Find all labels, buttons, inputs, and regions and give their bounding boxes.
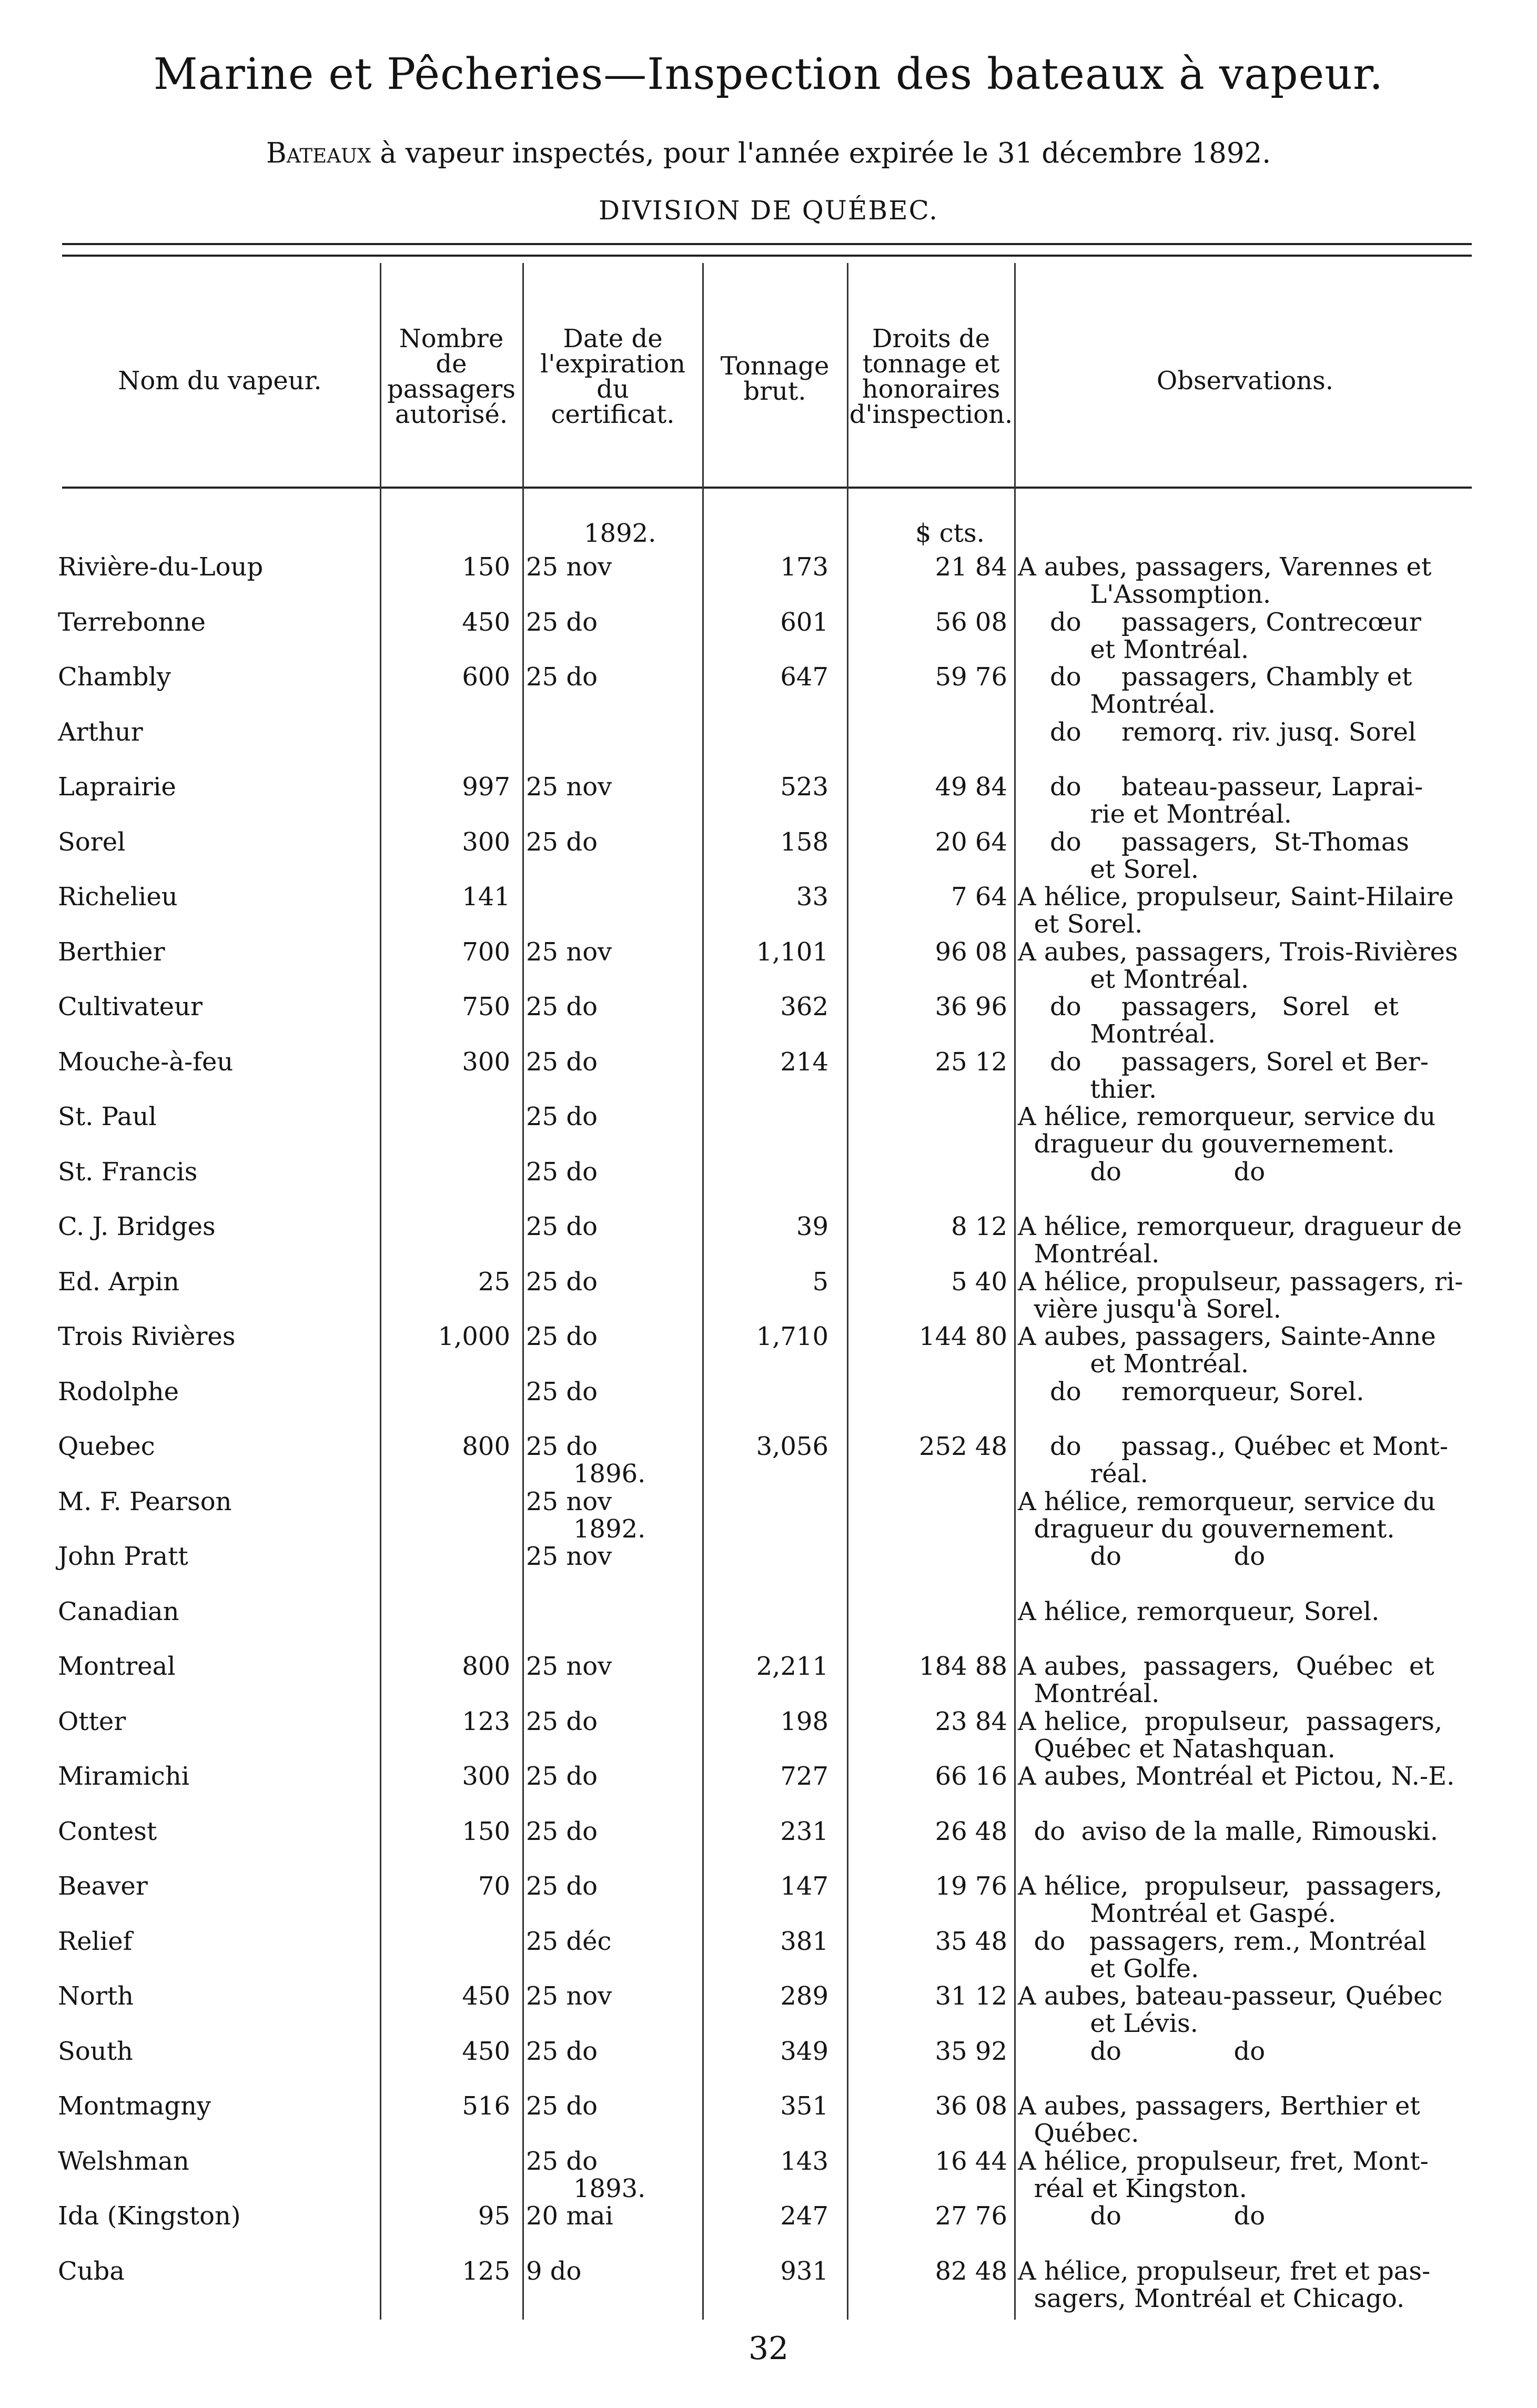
vessel-name: Berthier	[58, 937, 165, 967]
observations: A aubes, passagers, Berthier et Québec.	[1018, 2091, 1420, 2148]
passengers-count: 150	[462, 1817, 510, 1846]
observations: do passagers, St-Thomas et Sorel.	[1050, 827, 1409, 884]
vessel-name: Otter	[58, 1707, 126, 1736]
certificate-date: 25 do	[526, 827, 598, 857]
table-row	[0, 938, 1537, 993]
certificate-date: 9 do	[526, 2257, 582, 2286]
vessel-name: Terrebonne	[58, 608, 206, 637]
gross-tonnage: 198	[780, 1707, 828, 1736]
gross-tonnage: 727	[780, 1762, 828, 1791]
certificate-date: 25 nov	[526, 772, 612, 802]
gross-tonnage: 214	[780, 1047, 828, 1077]
year-label: 1892.	[584, 519, 656, 548]
observations: do bateau-passeur, Laprai- rie et Montréal.	[1050, 772, 1423, 829]
observations: A aubes, passagers, Trois-Rivières et Montréal.	[1018, 937, 1458, 994]
vessel-name: Ida (Kingston)	[58, 2201, 241, 2231]
passengers-count: 300	[462, 1762, 510, 1791]
certificate-date: 25 do	[526, 1322, 598, 1351]
vessel-name: Contest	[58, 1817, 157, 1846]
table-row	[0, 2092, 1537, 2147]
inspection-fees: 56 08	[935, 608, 1007, 637]
gross-tonnage: 349	[780, 2037, 828, 2066]
subtitle-lead: Bateaux	[266, 137, 371, 169]
certificate-date: 25 nov	[526, 552, 612, 582]
gross-tonnage: 33	[796, 882, 828, 912]
vessel-name: Trois Rivières	[58, 1322, 236, 1351]
table-row	[0, 1708, 1537, 1763]
vessel-name: Rodolphe	[58, 1377, 179, 1407]
inspection-fees: 184 88	[919, 1652, 1007, 1681]
vessel-name: M. F. Pearson	[58, 1487, 232, 1516]
table-row	[0, 2202, 1537, 2257]
gross-tonnage: 173	[780, 552, 828, 582]
observations: A aubes, passagers, Varennes et L'Assomption.	[1018, 552, 1432, 609]
table-row	[0, 1598, 1537, 1653]
table-row	[0, 1763, 1537, 1817]
gross-tonnage: 5	[812, 1267, 828, 1297]
table-row	[0, 719, 1537, 773]
observations: do do	[1018, 2201, 1266, 2231]
vessel-name: Richelieu	[58, 882, 178, 912]
table-row	[0, 1873, 1537, 1927]
certificate-date: 25 nov	[526, 1981, 612, 2011]
table-row	[0, 1818, 1537, 1873]
observations: A hélice, remorqueur, Sorel.	[1018, 1597, 1380, 1626]
observations: do passag., Québec et Mont- réal.	[1050, 1432, 1449, 1489]
inspection-fees: 82 48	[935, 2257, 1007, 2286]
col-header-tonnage: Tonnage brut.	[720, 351, 830, 406]
inspection-fees: 19 76	[935, 1871, 1007, 1901]
table-row	[0, 773, 1537, 828]
vessel-name: Rivière-du-Loup	[58, 552, 264, 582]
gross-tonnage: 351	[780, 2091, 828, 2121]
subtitle-rest: à vapeur inspectés, pour l'année expirée le 31 décembre 1892.	[371, 137, 1271, 169]
certificate-date: 25 do	[526, 1102, 598, 1131]
passengers-count: 700	[462, 937, 510, 967]
passengers-count: 450	[462, 2037, 510, 2066]
gross-tonnage: 1,101	[756, 937, 828, 967]
certificate-year: 1892.	[573, 1514, 646, 1544]
observations: A hélice, propulseur, passagers, Montréal et Gaspé.	[1018, 1871, 1443, 1928]
gross-tonnage: 647	[780, 662, 828, 692]
inspection-fees: 21 84	[935, 552, 1007, 582]
gross-tonnage: 2,211	[756, 1652, 828, 1681]
vessel-name: Laprairie	[58, 772, 176, 802]
certificate-date: 25 do	[526, 608, 598, 637]
vessel-name: C. J. Bridges	[58, 1212, 216, 1241]
vessel-name: North	[58, 1981, 134, 2011]
observations: A hélice, propulseur, fret, Mont- réal et Kingston.	[1018, 2147, 1429, 2203]
table-row	[0, 1103, 1537, 1158]
vessel-name: Canadian	[58, 1597, 179, 1626]
inspection-fees: 35 48	[935, 1927, 1007, 1956]
vessel-name: Sorel	[58, 827, 126, 857]
certificate-date: 25 do	[526, 1212, 598, 1241]
passengers-count: 70	[478, 1871, 510, 1901]
vessel-name: Beaver	[58, 1871, 148, 1901]
table-row	[0, 1378, 1537, 1433]
page-number: 32	[748, 2330, 789, 2367]
certificate-date: 25 do	[526, 1432, 598, 1461]
gross-tonnage: 931	[780, 2257, 828, 2286]
passengers-count: 123	[462, 1707, 510, 1736]
table-row	[0, 1323, 1537, 1378]
inspection-fees: 144 80	[919, 1322, 1007, 1351]
observations: A helice, propulseur, passagers, Québec et Natashquan.	[1018, 1707, 1443, 1764]
vessel-name: Quebec	[58, 1432, 155, 1461]
certificate-date: 25 nov	[526, 1652, 612, 1681]
vessel-name: Cuba	[58, 2257, 125, 2286]
vessel-name: Cultivateur	[58, 992, 203, 1021]
observations: A hélice, remorqueur, service du dragueur du gouvernement.	[1018, 1487, 1436, 1544]
certificate-date: 25 do	[526, 1762, 598, 1791]
certificate-date: 25 do	[526, 2147, 598, 2176]
observations: A hélice, propulseur, passagers, ri- vière jusqu'à Sorel.	[1018, 1267, 1463, 1324]
observations: do remorqueur, Sorel.	[1018, 1377, 1364, 1407]
vessel-name: Mouche-à-feu	[58, 1047, 234, 1077]
inspection-fees: 31 12	[935, 1981, 1007, 2011]
passengers-count: 141	[462, 882, 510, 912]
gross-tonnage: 289	[780, 1981, 828, 2011]
certificate-date: 25 do	[526, 2037, 598, 2066]
table-row	[0, 1433, 1537, 1488]
inspection-fees: 49 84	[935, 772, 1007, 802]
table-row	[0, 1048, 1537, 1103]
certificate-date: 25 nov	[526, 937, 612, 967]
inspection-fees: 16 44	[935, 2147, 1007, 2176]
inspection-fees: 252 48	[919, 1432, 1007, 1461]
passengers-count: 300	[462, 827, 510, 857]
inspection-fees: 8 12	[951, 1212, 1007, 1241]
certificate-year: 1896.	[573, 1459, 646, 1489]
table-row	[0, 553, 1537, 608]
certificate-date: 25 nov	[526, 1487, 612, 1516]
observations: A hélice, propulseur, Saint-Hilaire et Sorel.	[1018, 882, 1454, 939]
table-row	[0, 1213, 1537, 1268]
passengers-count: 750	[462, 992, 510, 1021]
table-row	[0, 883, 1537, 938]
inspection-fees: 96 08	[935, 937, 1007, 967]
passengers-count: 800	[462, 1432, 510, 1461]
inspection-fees: 27 76	[935, 2201, 1007, 2231]
inspection-fees: 35 92	[935, 2037, 1007, 2066]
inspection-fees: 20 64	[935, 827, 1007, 857]
inspection-fees: 66 16	[935, 1762, 1007, 1791]
certificate-date: 20 mai	[526, 2201, 613, 2231]
col-header-fees: Droits de tonnage et honoraires d'inspection.	[849, 324, 1013, 429]
observations: A hélice, remorqueur, dragueur de Montréal.	[1018, 1212, 1462, 1269]
observations: A hélice, propulseur, fret et pas- sagers, Montréal et Chicago.	[1018, 2257, 1431, 2313]
observations: do passagers, rem., Montréal et Golfe.	[1034, 1927, 1427, 1984]
table-row	[0, 1158, 1537, 1213]
observations: A aubes, passagers, Sainte-Anne et Montréal.	[1018, 1322, 1436, 1379]
fees-unit-label: $ cts.	[915, 519, 985, 548]
observations: do remorq. riv. jusq. Sorel	[1018, 717, 1417, 747]
table-row	[0, 1268, 1537, 1323]
gross-tonnage: 231	[780, 1817, 828, 1846]
passengers-count: 125	[462, 2257, 510, 2286]
observations: do passagers, Contrecœur et Montréal.	[1050, 608, 1421, 664]
col-header-observations: Observations.	[1156, 366, 1334, 396]
passengers-count: 600	[462, 662, 510, 692]
inspection-fees: 23 84	[935, 1707, 1007, 1736]
table-row	[0, 663, 1537, 718]
passengers-count: 450	[462, 1981, 510, 2011]
certificate-date: 25 nov	[526, 1542, 612, 1571]
inspection-fees: 36 08	[935, 2091, 1007, 2121]
passengers-count: 450	[462, 608, 510, 637]
passengers-count: 150	[462, 552, 510, 582]
certificate-date: 25 do	[526, 662, 598, 692]
gross-tonnage: 247	[780, 2201, 828, 2231]
inspection-fees: 25 12	[935, 1047, 1007, 1077]
table-row	[0, 993, 1537, 1048]
certificate-date: 25 do	[526, 1871, 598, 1901]
inspection-fees: 26 48	[935, 1817, 1007, 1846]
gross-tonnage: 147	[780, 1871, 828, 1901]
certificate-date: 25 do	[526, 1047, 598, 1077]
gross-tonnage: 523	[780, 772, 828, 802]
vessel-name: Ed. Arpin	[58, 1267, 179, 1297]
gross-tonnage: 143	[780, 2147, 828, 2176]
gross-tonnage: 1,710	[756, 1322, 828, 1351]
observations: do aviso de la malle, Rimouski.	[1018, 1817, 1439, 1846]
table-row	[0, 2148, 1537, 2202]
vessel-name: John Pratt	[58, 1542, 188, 1571]
inspection-fees: 7 64	[951, 882, 1007, 912]
page-title: Marine et Pêcheries—Inspection des bateaux à vapeur.	[153, 49, 1384, 99]
table-row	[0, 1653, 1537, 1707]
inspection-fees: 59 76	[935, 662, 1007, 692]
passengers-count: 25	[478, 1267, 510, 1297]
vessel-name: St. Paul	[58, 1102, 157, 1131]
table-row	[0, 1928, 1537, 1982]
passengers-count: 997	[462, 772, 510, 802]
inspection-fees: 36 96	[935, 992, 1007, 1021]
observations: A aubes, bateau-passeur, Québec et Lévis.	[1018, 1981, 1443, 2038]
vessel-name: Arthur	[58, 717, 143, 747]
gross-tonnage: 601	[780, 608, 828, 637]
passengers-count: 516	[462, 2091, 510, 2121]
table-row	[0, 2038, 1537, 2092]
table-row	[0, 2258, 1537, 2312]
observations: do passagers, Sorel et Montréal.	[1050, 992, 1399, 1049]
certificate-date: 25 déc	[526, 1927, 612, 1956]
vessel-name: St. Francis	[58, 1157, 198, 1187]
gross-tonnage: 381	[780, 1927, 828, 1956]
table-row	[0, 1543, 1537, 1597]
certificate-date: 25 do	[526, 2091, 598, 2121]
passengers-count: 1,000	[438, 1322, 510, 1351]
certificate-date: 25 do	[526, 1707, 598, 1736]
vessel-name: Welshman	[58, 2147, 189, 2176]
observations: A hélice, remorqueur, service du dragueur du gouvernement.	[1018, 1102, 1436, 1159]
gross-tonnage: 3,056	[756, 1432, 828, 1461]
vessel-name: Relief	[58, 1927, 133, 1956]
observations: do passagers, Sorel et Ber- thier.	[1050, 1047, 1429, 1104]
vessel-name: Montreal	[58, 1652, 176, 1681]
certificate-date: 25 do	[526, 1817, 598, 1846]
vessel-name: Miramichi	[58, 1762, 190, 1791]
certificate-date: 25 do	[526, 992, 598, 1021]
observations: do do	[1018, 1542, 1266, 1571]
table-row	[0, 609, 1537, 663]
certificate-date: 25 do	[526, 1267, 598, 1297]
vessel-name: Montmagny	[58, 2091, 211, 2121]
table-row	[0, 1982, 1537, 2037]
division-heading: DIVISION DE QUÉBEC.	[598, 195, 939, 226]
certificate-date: 25 do	[526, 1157, 598, 1187]
table-row	[0, 828, 1537, 883]
col-header-name: Nom du vapeur.	[118, 366, 322, 396]
inspection-fees: 5 40	[951, 1267, 1007, 1297]
passengers-count: 95	[478, 2201, 510, 2231]
observations: A aubes, Montréal et Pictou, N.-E.	[1018, 1762, 1455, 1791]
certificate-year: 1893.	[573, 2174, 646, 2203]
observations: do do	[1018, 1157, 1266, 1187]
observations: do passagers, Chambly et Montréal.	[1050, 662, 1412, 719]
col-header-passengers: Nombre de passagers autorisé.	[387, 324, 515, 429]
vessel-name: Chambly	[58, 662, 171, 692]
passengers-count: 800	[462, 1652, 510, 1681]
gross-tonnage: 362	[780, 992, 828, 1021]
col-header-date: Date de l'expiration du certificat.	[540, 324, 686, 429]
gross-tonnage: 39	[796, 1212, 828, 1241]
passengers-count: 300	[462, 1047, 510, 1077]
certificate-date: 25 do	[526, 1377, 598, 1407]
vessel-name: South	[58, 2037, 133, 2066]
observations: do do	[1018, 2037, 1266, 2066]
observations: A aubes, passagers, Québec et Montréal.	[1018, 1652, 1434, 1708]
table-row	[0, 1488, 1537, 1543]
gross-tonnage: 158	[780, 827, 828, 857]
